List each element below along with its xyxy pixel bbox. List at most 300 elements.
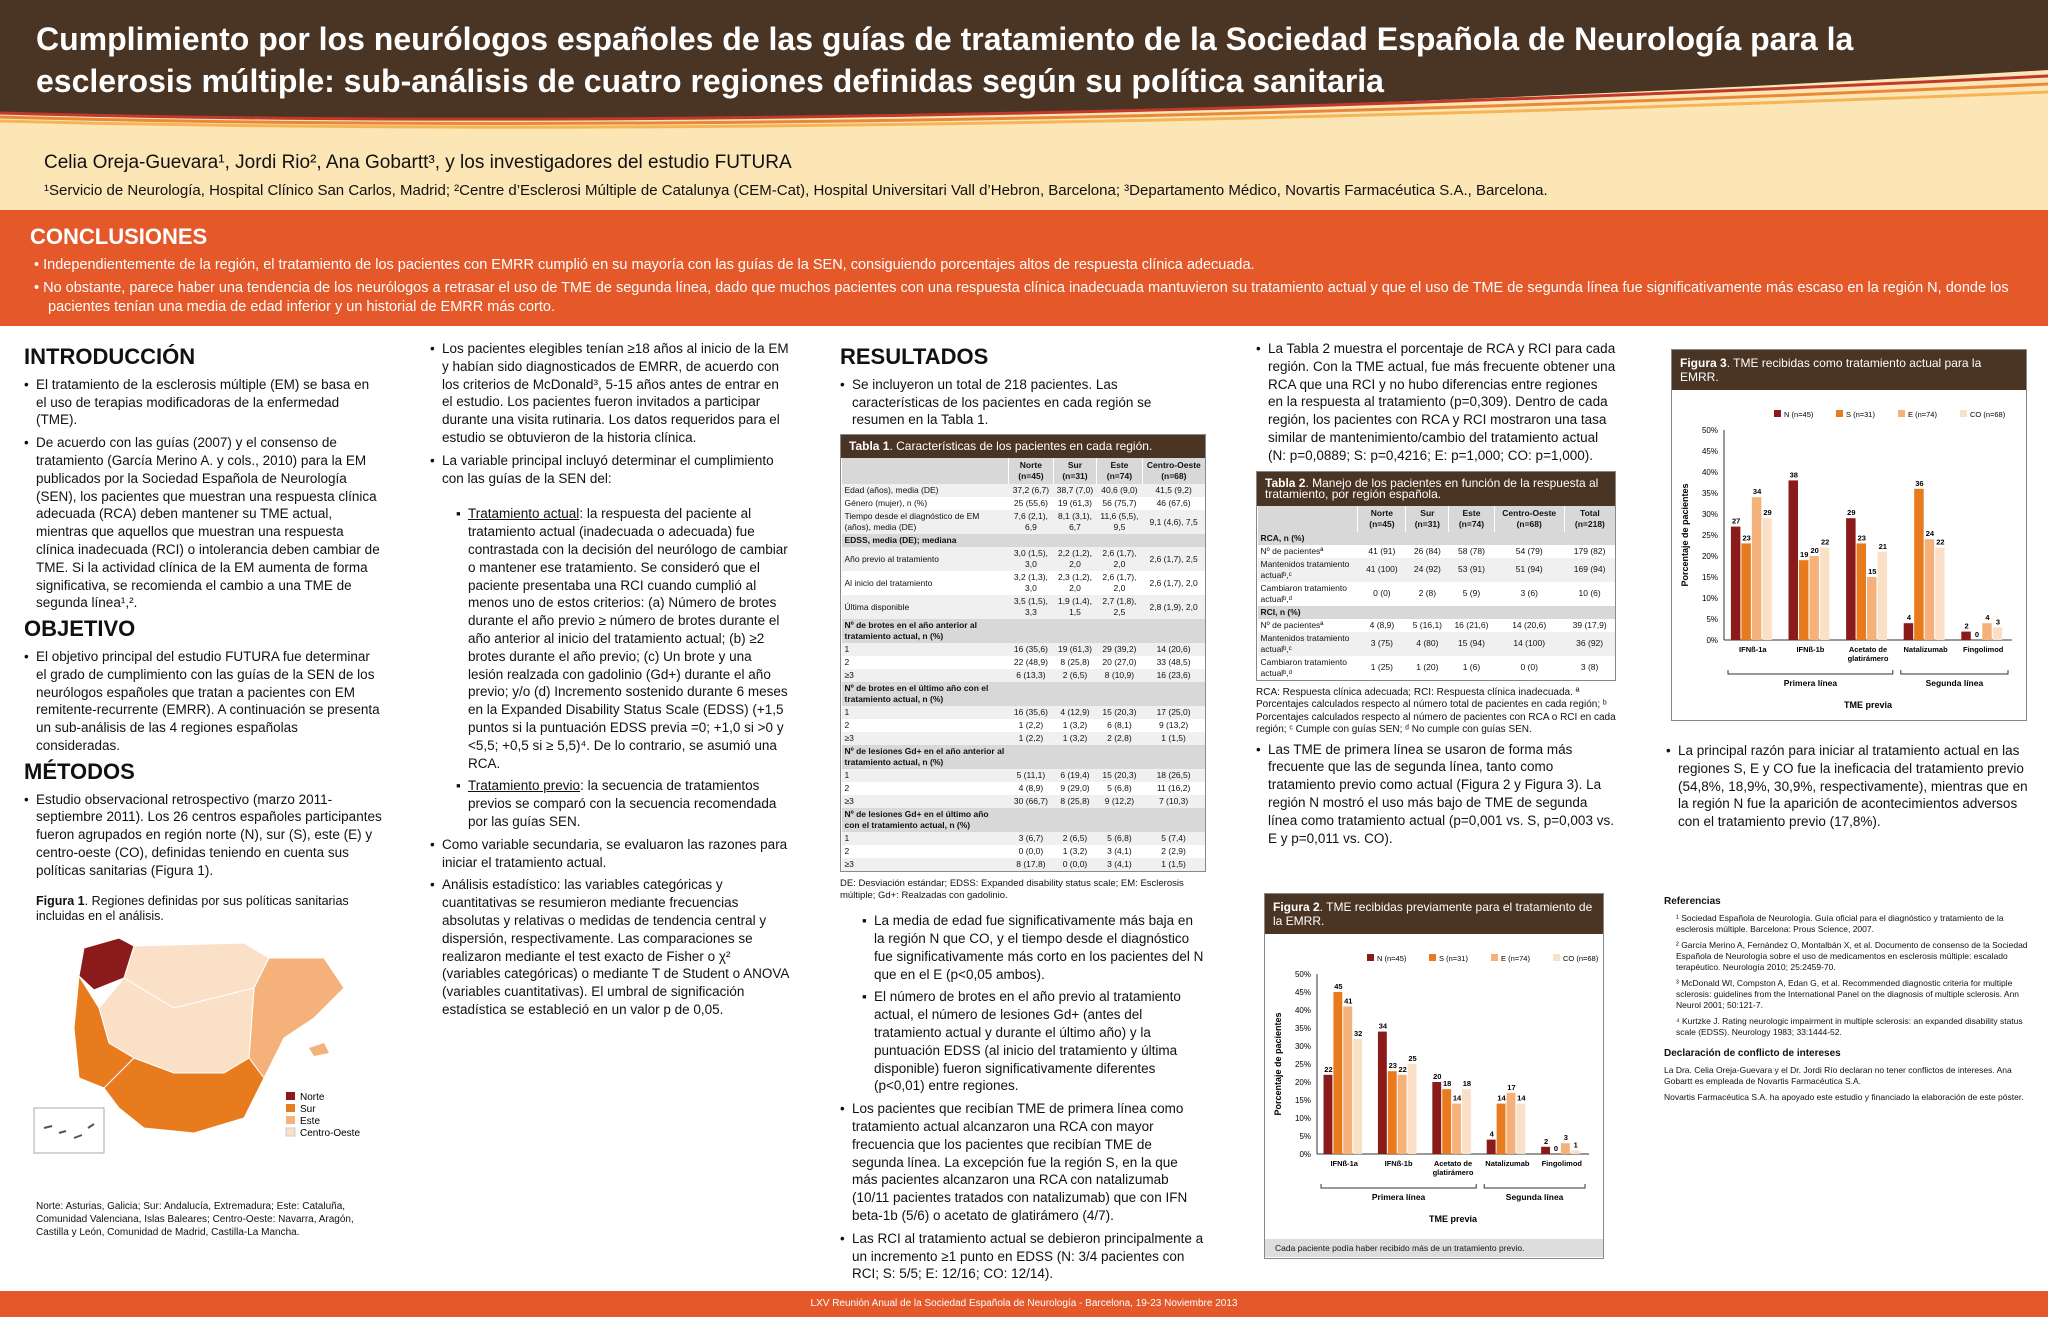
ref-item: ³ McDonald WI, Compston A, Edan G, et al. Recommended diagnostic criteria for multiple sclerosis: guidelines from the International Panel on the diagnosis of multiple sclerosis. Ann Neurol 2001; 50:121-7. xyxy=(1676,978,2020,1010)
table-cell: ≥3 xyxy=(842,858,1009,871)
data-label: 14 xyxy=(1452,1093,1462,1103)
group-label: Primera línea xyxy=(1371,1192,1426,1202)
table-cell xyxy=(1097,682,1142,706)
bar xyxy=(1925,539,1934,640)
intro-item: • De acuerdo con las guías (2007) y el consenso de tratamiento (García Merino A. y cols., 2010) para la EM publicados por la Sociedad Española de Neurología (SEN), los pacientes que muestran una respuesta clínica adecuada (RCA) deben mantener su TME actual, mientras que aquellos que muestran una respuesta clínica inadecuada (RCI) o intolerancia deben cambiar de TME. Si la actividad clínica de la EM aumenta de forma significativa, se recomienda el cambio a una TME de segunda línea¹,². xyxy=(24,434,382,612)
bar xyxy=(1993,627,2002,640)
methods-item: • Los pacientes elegibles tenían ≥18 años al inicio de la EM y habían sido diagnosticados de EMRR, de acuerdo con los criterios de McDonald³, 5-15 años antes de entrar en el estudio. Los pacientes fueron invitados a participar durante una visita rutinaria. Los datos requeridos para el estudio se obtuvieron de la historia clínica. xyxy=(430,340,790,447)
data-label: 22 xyxy=(1820,537,1830,547)
x-tick-label: Natalizumab xyxy=(1903,645,1948,654)
ref-item: ² García Merino A, Fernández O, Montalbán X, et al. Documento de consenso de la Sociedad Española de Neurología sobre el uso de medicamentos en esclerosis múltiple: escalado terapéutico. Neurología 2010; 25:2459-70. xyxy=(1676,940,2028,972)
data-label: 34 xyxy=(1378,1021,1388,1031)
bar xyxy=(1452,1104,1461,1154)
table-row xyxy=(842,619,1206,643)
table-cell: 2,6 (1,7), 2,0 xyxy=(1149,577,1198,588)
table-cell xyxy=(1358,532,1406,545)
table-cell: Nº de lesiones Gd+ en el año anterior al tratamiento actual, n (%) xyxy=(842,745,1009,769)
table-cell: 4 (12,9) xyxy=(1053,706,1096,719)
bar xyxy=(1541,1147,1550,1154)
table-cell: 8 (17,8) xyxy=(1009,858,1054,871)
table-cell: 3,0 (1,5), 3,0 xyxy=(1009,547,1054,571)
conclusions-section xyxy=(0,210,2048,326)
table-cell: 1 xyxy=(842,643,1009,656)
table-cell: 2 (6,5) xyxy=(1053,669,1096,682)
table-row xyxy=(842,769,1206,782)
fig2-footnote: Cada paciente podía haber recibido más de un tratamiento previo. xyxy=(1265,1239,1603,1257)
table-cell: Nº de brotes en el año anterior al tratamiento actual, n (%) xyxy=(842,619,1009,643)
table-cell: 5 (16,1) xyxy=(1412,619,1443,630)
data-label: 20 xyxy=(1810,546,1819,555)
table-cell: 53 (91) xyxy=(1449,558,1494,582)
table-header: Sur (n=31) xyxy=(1053,458,1096,484)
bar xyxy=(1571,1150,1580,1154)
group-label: Segunda línea xyxy=(1925,678,1984,688)
data-label: 23 xyxy=(1388,1061,1397,1071)
data-label: 22 xyxy=(1936,537,1945,547)
y-tick-label: 30% xyxy=(1294,1042,1311,1051)
table-row xyxy=(1258,558,1616,582)
group-label: Primera línea xyxy=(1783,678,1838,688)
y-axis-label: Porcentaje de pacientes xyxy=(1680,483,1690,587)
ref-item: ⁴ Kurtzke J. Rating neurologic impairment in multiple sclerosis: an expanded disability status scale (EDSS). Neurology 1983; 33:1444-52. xyxy=(1676,1016,2023,1037)
y-tick-label: 50% xyxy=(1294,970,1311,979)
bar xyxy=(1799,560,1808,640)
table-cell: 14 (100) xyxy=(1494,632,1564,656)
table-row xyxy=(842,858,1206,871)
table-cell: Nº de pacientesª xyxy=(1260,619,1324,630)
fig1-note: Norte: Asturias, Galicia; Sur: Andalucía, Extremadura; Este: Cataluña, Comunidad Valenciana, Islas Baleares; Centro-Oeste: Navarra, Aragón, Castilla y León, Comunidad de Madrid, Castilla-La Mancha. xyxy=(36,1201,354,1239)
fig2-chart xyxy=(1265,934,1603,1234)
data-label: 2 xyxy=(1964,621,1969,631)
results-item: • Se incluyeron un total de 218 pacientes. Las características de los pacientes en cada región se resumen en la Tabla 1. xyxy=(840,376,1206,429)
y-axis-label: Porcentaje de pacientes xyxy=(1273,1012,1283,1116)
table-cell: 41 (100) xyxy=(1358,558,1406,582)
legend-label: N (n=45) xyxy=(1784,410,1814,419)
table-row xyxy=(842,845,1206,858)
table-cell: 0 (0,0) xyxy=(1018,846,1044,857)
legend-label: S (n=31) xyxy=(1439,954,1468,963)
y-tick-label: 15% xyxy=(1294,1096,1311,1105)
group-bracket xyxy=(1728,670,1893,674)
spain-map xyxy=(24,928,364,1188)
table-cell xyxy=(1053,534,1096,547)
table-row xyxy=(842,484,1206,497)
data-label: 38 xyxy=(1789,470,1798,480)
table-cell: 8 (25,8) xyxy=(1053,795,1096,808)
table-cell: 2 (6,5) xyxy=(1053,832,1096,845)
table-cell: 6 (13,3) xyxy=(1009,669,1054,682)
conclusion-item: • No obstante, parece haber una tendencia de los neurólogos a retrasar el uso de TME de segunda línea, dado que muchos pacientes con una respuesta clínica inadecuada mantuvieron su tratamiento actual y que el uso de TME de segunda línea fue significativamente más escaso en la región N, donde los pacientes tenían una media de edad inferior y un historial de EMRR más corto. xyxy=(34,280,2009,315)
table-cell: 14 (20,6) xyxy=(1142,643,1205,656)
y-tick-label: 25% xyxy=(1294,1060,1311,1069)
table-row xyxy=(842,732,1206,745)
table-cell: 15 (20,3) xyxy=(1097,769,1142,782)
legend-label: E (n=74) xyxy=(1908,410,1937,419)
map-legend-este: Este xyxy=(300,1115,321,1127)
y-tick-label: 35% xyxy=(1701,489,1718,498)
table-cell: 7 (10,3) xyxy=(1142,795,1205,808)
y-tick-label: 45% xyxy=(1701,447,1718,456)
legend-label: N (n=45) xyxy=(1377,954,1407,963)
table-cell: 22 (48,9) xyxy=(1013,657,1048,668)
table-cell: 2 (2,9) xyxy=(1161,846,1186,857)
table-cell: 2 xyxy=(844,846,850,857)
legend-label: E (n=74) xyxy=(1501,954,1530,963)
x-tick-label: IFNß-1a xyxy=(1739,645,1767,654)
y-tick-label: 10% xyxy=(1294,1114,1311,1123)
table-cell: 15 (94) xyxy=(1449,632,1494,656)
table-cell: 1 (3,2) xyxy=(1062,846,1088,857)
table-cell: 1,9 (1,4), 1,5 xyxy=(1053,595,1096,619)
table-row xyxy=(1258,632,1616,656)
data-label: 3 xyxy=(1563,1133,1568,1143)
table-row xyxy=(1258,545,1616,558)
table-cell: 16 (21,6) xyxy=(1454,619,1489,630)
table-cell: 1 (2,2) xyxy=(1009,732,1054,745)
table-cell: 2 xyxy=(844,657,850,668)
table-cell: 1 (6) xyxy=(1462,662,1481,673)
data-label: 20 xyxy=(1433,1072,1442,1081)
legend-swatch xyxy=(1367,954,1374,961)
methods-item: • Análisis estadístico: las variables categóricas y cuantitativas se resumieron mediante frecuencias absolutas y relativas o medidas de tendencia central y dispersión, respectivamente. Las comparaciones se realizaron mediante el test exacto de Fisher o χ² (variables categóricas) o mediante T de Student o ANOVA (variables cuantitativas). El umbral de significación estadística se estableció en un valor p de 0,05. xyxy=(430,876,790,1018)
table-header xyxy=(1258,506,1358,532)
data-label: 24 xyxy=(1925,529,1935,539)
table-cell: 20 (27,0) xyxy=(1102,657,1137,668)
tabla2-note: RCA: Respuesta clínica adecuada; RCI: Respuesta clínica inadecuada. ª Porcentajes calculados respecto al número total de pacientes en cada región; ᵇ Porcentajes calculados respecto al número de pacientes con RCA o RCI en cada región; ᶜ Cumple con guías SEN; ᵈ No cumple con guías SEN. xyxy=(1256,686,1616,736)
legend-label: CO (n=68) xyxy=(1563,954,1599,963)
table-header: Norte (n=45) xyxy=(1009,458,1054,484)
bar xyxy=(1857,543,1866,640)
x-tick-label: glatirámero xyxy=(1847,654,1889,663)
methods-sub-item: ▪ Tratamiento previo: la secuencia de tratamientos previos se comparó con la secuencia recomendada por las guías SEN. xyxy=(450,777,790,830)
table-cell: 10 (6) xyxy=(1578,588,1601,599)
data-label: 29 xyxy=(1847,508,1856,518)
table-cell: 15 (20,3) xyxy=(1097,706,1142,719)
table-cell: Edad (años), media (DE) xyxy=(842,484,1009,497)
table-cell: 2,7 (1,8), 2,5 xyxy=(1097,595,1142,619)
table-cell: 8 (25,8) xyxy=(1060,657,1090,668)
fig1-caption: Figura 1. Regiones definidas por sus políticas sanitarias incluidas en el análisis. xyxy=(36,893,349,923)
legend-swatch xyxy=(1774,410,1781,417)
table-cell: 3 (6,7) xyxy=(1009,832,1054,845)
results-item: • Las RCI al tratamiento actual se debieron principalmente a un incremento ≥1 punto en EDSS (N: 3/4 pacientes con RCI; S: 5/5; E: 12/16; CO: 12/14). xyxy=(840,1230,1206,1283)
table-cell xyxy=(1358,606,1406,619)
table-cell: 3 (4,1) xyxy=(1107,846,1132,857)
metodos-title: MÉTODOS xyxy=(24,758,135,784)
table-cell: 3 (8) xyxy=(1580,662,1599,673)
data-label: 4 xyxy=(1906,613,1912,623)
table-row xyxy=(842,808,1206,832)
x-tick-label: Natalizumab xyxy=(1485,1159,1530,1168)
table-cell: Género (mujer), n (%) xyxy=(844,498,928,509)
table-cell xyxy=(1564,532,1615,545)
poster-header xyxy=(0,0,2048,140)
data-label: 22 xyxy=(1324,1064,1333,1074)
y-tick-label: 40% xyxy=(1294,1006,1311,1015)
group-label: Segunda línea xyxy=(1505,1192,1564,1202)
table-cell xyxy=(1142,745,1205,769)
map-legend-sur: Sur xyxy=(300,1103,316,1115)
data-label: 4 xyxy=(1985,613,1990,623)
x-tick-label: Fingolimod xyxy=(1541,1159,1583,1168)
bar xyxy=(1820,548,1829,640)
table-cell: Mantenidos tratamiento actualᵇ,ᶜ xyxy=(1258,632,1358,656)
results-sub-item: ▪ La media de edad fue significativamente más baja en la región N que CO, y el tiempo desde el diagnóstico fue significativamente más corto en los pacientes del N que en el E (p<0,05 ambos). xyxy=(856,912,1206,983)
results-item: • La Tabla 2 muestra el porcentaje de RCA y RCI para cada región. Con la TME actual, fue más frecuente obtener una RCA que una RCI y no hubo diferencias entre regiones en la respuesta al tratamiento (p=0,309). Dentro de cada región, los pacientes con RCA y RCI mostraron una tasa similar de mantenimiento/cambio del tratamiento actual (N: p=0,0889; S: p=0,4216; E: p=1,000; CO: p=1,000). xyxy=(1256,340,1616,465)
table-row xyxy=(842,510,1206,534)
bar xyxy=(1561,1143,1570,1154)
table-header: Sur (n=31) xyxy=(1406,506,1449,532)
bar xyxy=(1867,577,1876,640)
table-cell: 3 (6) xyxy=(1520,588,1538,599)
table-cell: 39 (17,9) xyxy=(1572,619,1607,630)
col5-item: • La principal razón para iniciar al tratamiento actual en las regiones S, E y CO fue la ineficacia del tratamiento previo (54,8%, 18,9%, 30,9%, respectivamente), mientras que en la región N fue la aparición de acontecimientos adversos con el tratamiento previo (17,8%). xyxy=(1666,742,2028,831)
table-cell xyxy=(1142,808,1205,832)
table-cell: 1 xyxy=(842,832,1009,845)
x-axis-label: TME previa xyxy=(1843,700,1893,710)
bar xyxy=(1731,527,1740,640)
table-cell: 16 (35,6) xyxy=(1009,643,1054,656)
objetivo-title: OBJETIVO xyxy=(24,616,136,642)
table-cell: 19 (61,3) xyxy=(1053,643,1096,656)
data-label: 23 xyxy=(1742,533,1751,543)
table-cell: 30 (66,7) xyxy=(1009,795,1054,808)
table-header: Total (n=218) xyxy=(1564,506,1615,532)
table-cell: 24 (92) xyxy=(1406,558,1449,582)
table-cell: 54 (79) xyxy=(1515,545,1543,556)
column-results-2 xyxy=(1256,340,1616,852)
table-header: Centro-Oeste (n=68) xyxy=(1142,458,1205,484)
table-cell xyxy=(1009,745,1054,769)
table-cell: 169 (94) xyxy=(1564,558,1615,582)
header-wave-stripes xyxy=(0,0,2048,140)
y-tick-label: 5% xyxy=(1299,1132,1311,1141)
table-cell: 5 (7,4) xyxy=(1142,832,1205,845)
table-cell: 36 (92) xyxy=(1564,632,1615,656)
data-label: 0 xyxy=(1553,1144,1559,1153)
intro-item: • El tratamiento de la esclerosis múltiple (EM) se basa en el uso de terapias modificadoras de la enfermedad (TME). xyxy=(24,376,382,429)
column-5-text xyxy=(1666,742,2028,836)
table-cell: Nº de lesiones Gd+ en el último año con el tratamiento actual, n (%) xyxy=(842,808,1009,832)
table-cell: 6 (19,4) xyxy=(1053,769,1096,782)
table-cell xyxy=(1053,745,1096,769)
table-cell: 0 (0) xyxy=(1520,662,1538,673)
author-affiliations: ¹Servicio de Neurología, Hospital Clínico San Carlos, Madrid; ²Centre d’Esclerosi Múltiple de Catalunya (CEM-Cat), Hospital Universitari Vall d’Hebron, Barcelona; ³Departamento Médico, Novartis Farmacéutica S.A., Barcelona. xyxy=(44,182,1548,199)
bar xyxy=(1516,1104,1525,1154)
table-cell: 25 (55,6) xyxy=(1013,498,1048,509)
refs-title: Referencias xyxy=(1664,896,1721,907)
objetivo-item: • El objetivo principal del estudio FUTURA fue determinar el grado de cumplimiento con las guías de la SEN de los neurólogos españoles que tratan a pacientes con EM remitente-recurrente (EMRR). A continuación se presenta un sub-análisis de las 4 regiones españolas consideradas. xyxy=(24,648,382,755)
table-cell: Al inicio del tratamiento xyxy=(844,577,933,588)
table-cell xyxy=(1142,682,1205,706)
x-tick-label: Fingolimod xyxy=(1962,645,2004,654)
table-cell: 1 (2,2) xyxy=(1018,720,1044,731)
intro-title: INTRODUCCIÓN xyxy=(24,344,196,369)
data-label: 23 xyxy=(1857,533,1866,543)
table-cell: 38,7 (7,0) xyxy=(1053,484,1096,497)
bar xyxy=(1741,543,1750,640)
results-sub-item: ▪ El número de brotes en el año previo al tratamiento actual, el número de lesiones Gd+ (antes del tratamiento actual y durante el último año) y la puntuación EDSS (al inicio del tratamiento y última disponible) fueron significativamente diferentes (p<0,01) entre regiones. xyxy=(856,988,1206,1095)
table-cell: 58 (78) xyxy=(1458,545,1485,556)
table-cell xyxy=(1097,745,1142,769)
data-label: 19 xyxy=(1800,550,1809,560)
group-bracket xyxy=(1484,1184,1585,1188)
table-row xyxy=(842,782,1206,795)
table-cell: 1 (20) xyxy=(1416,662,1439,673)
y-tick-label: 35% xyxy=(1294,1024,1311,1033)
metodos-item: • Estudio observacional retrospectivo (marzo 2011-septiembre 2011). Los 26 centros españoles participantes fueron agrupados en región norte (N), sur (S), este (E) y centro-oeste (CO), definidas teniendo en cuenta sus políticas sanitarias (Figura 1). xyxy=(24,791,382,880)
table-cell: RCA, n (%) xyxy=(1258,532,1358,545)
results-item: • Los pacientes que recibían TME de primera línea como tratamiento actual alcanzaron una RCA con mayor frecuencia que los pacientes que recibían TME de segunda línea. La excepción fue la región S, en la que más pacientes alcanzaron una RCA con natalizumab (10/11 pacientes tratados con natalizumab) que con IFN beta-1b (5/6) o acetato de glatirámero (4/7). xyxy=(840,1100,1206,1225)
bar xyxy=(1432,1082,1441,1154)
x-tick-label: IFNß-1b xyxy=(1384,1159,1413,1168)
table-cell: 9,1 (4,6), 7,5 xyxy=(1142,510,1205,534)
table-header: Este (n=74) xyxy=(1097,458,1142,484)
bar xyxy=(1762,518,1771,640)
bar xyxy=(1961,632,1970,640)
table-header: Este (n=74) xyxy=(1449,506,1494,532)
y-tick-label: 5% xyxy=(1706,615,1718,624)
table-row xyxy=(842,571,1206,595)
coi-item: La Dra. Celia Oreja-Guevara y el Dr. Jordi Río declaran no tener conflictos de intereses. Ana Gobartt es empleada de Novartis Farmacéutica S.A. xyxy=(1664,1065,2012,1086)
table-cell: 3,2 (1,3), 3,0 xyxy=(1013,572,1048,594)
table-cell: 4 (8,9) xyxy=(1018,783,1044,794)
table-cell: 17 (25,0) xyxy=(1142,706,1205,719)
data-label: 0 xyxy=(1974,630,1980,639)
table-cell: 2 xyxy=(844,720,850,731)
y-tick-label: 30% xyxy=(1701,510,1718,519)
bar xyxy=(1324,1075,1333,1154)
poster-title: Cumplimiento por los neurólogos españoles de las guías de tratamiento de la Sociedad Española de Neurología para la esclerosis múltiple: sub-análisis de cuatro regiones definidas según su política sanitaria xyxy=(36,21,1854,99)
table-cell: 51 (94) xyxy=(1494,558,1564,582)
table-cell: EDSS, media (DE); mediana xyxy=(842,534,1009,547)
table-cell: ≥3 xyxy=(842,732,1009,745)
table-row xyxy=(842,643,1206,656)
fig3-chart xyxy=(1672,390,2026,720)
table-cell: 8,1 (3,1), 6,7 xyxy=(1053,510,1096,534)
y-tick-label: 45% xyxy=(1294,988,1311,997)
table-cell: Nº de brotes en el último año con el tratamiento actual, n (%) xyxy=(842,682,1009,706)
table-cell: 0 (0,0) xyxy=(1053,858,1096,871)
results-item: • Las TME de primera línea se usaron de forma más frecuente que las de segunda línea, tanto como tratamiento previo como actual (Figura 2 y Figura 3). La región N mostró el uso más bajo de TME de segunda línea como tratamiento actual (p=0,001 vs. S, p=0,003 vs. E y p=0,011 vs. CO). xyxy=(1256,741,1616,848)
table-cell: 1 (3,2) xyxy=(1062,720,1088,731)
data-label: 2 xyxy=(1543,1136,1549,1146)
table-cell: 5 (11,1) xyxy=(1009,769,1054,782)
methods-item: • Como variable secundaria, se evaluaron las razones para iniciar el tratamiento actual. xyxy=(430,836,790,872)
bar xyxy=(1398,1075,1407,1154)
table-cell: 16 (35,6) xyxy=(1009,706,1054,719)
x-tick-label: IFNß-1b xyxy=(1796,645,1825,654)
bar xyxy=(1487,1140,1496,1154)
table-cell: 0 (0) xyxy=(1373,588,1391,599)
table-row xyxy=(1258,532,1616,545)
table-row xyxy=(842,706,1206,719)
table-cell: 37,2 (6,7) xyxy=(1009,484,1054,497)
table-row xyxy=(842,656,1206,669)
x-tick-label: glatirámero xyxy=(1432,1168,1474,1177)
table-cell: 6 (8,1) xyxy=(1107,720,1132,731)
table-cell xyxy=(1009,534,1054,547)
table-cell: 56 (75,7) xyxy=(1102,498,1137,509)
bar xyxy=(1982,623,1991,640)
bar xyxy=(1497,1104,1506,1154)
bar xyxy=(1789,480,1798,640)
table-cell xyxy=(1406,606,1449,619)
table-cell: 1 (1,5) xyxy=(1142,858,1205,871)
table-cell: 3 (4,1) xyxy=(1097,858,1142,871)
table-cell: 2,6 (1,7), 2,0 xyxy=(1102,572,1137,594)
table-cell: 4 (8,9) xyxy=(1369,619,1395,630)
table-cell: 29 (39,2) xyxy=(1097,643,1142,656)
data-label: 41 xyxy=(1344,996,1353,1006)
data-label: 3 xyxy=(1995,617,2001,627)
table-cell: 14 (20,6) xyxy=(1512,619,1547,630)
y-tick-label: 0% xyxy=(1706,636,1718,645)
table-cell: 1 xyxy=(842,706,1009,719)
table-cell: 5 (9) xyxy=(1462,588,1481,599)
tabla1 xyxy=(840,434,1206,872)
data-label: 15 xyxy=(1868,567,1877,576)
tabla1-title: Tabla 1. Características de los pacientes en cada región. xyxy=(841,435,1205,458)
table-cell: 2 xyxy=(844,783,850,794)
table-cell: 33 (48,5) xyxy=(1156,657,1191,668)
table-cell: Nº de pacientesª xyxy=(1260,545,1324,556)
conclusion-item: • Independientemente de la región, el tratamiento de los pacientes con EMRR cumplió en su mayoría con las guías de la SEN, consiguiendo porcentajes altos de respuesta clínica adecuada. xyxy=(34,257,1255,273)
table-cell: 7,6 (2,1), 6,9 xyxy=(1009,510,1054,534)
y-tick-label: 10% xyxy=(1701,594,1718,603)
bar xyxy=(1752,497,1761,640)
table-cell xyxy=(1449,532,1494,545)
data-label: 14 xyxy=(1497,1093,1506,1103)
table-cell: 3,5 (1,5), 3,3 xyxy=(1009,595,1054,619)
bar xyxy=(1462,1089,1471,1154)
table-cell: 2 (8) xyxy=(1418,588,1437,599)
table-row xyxy=(842,682,1206,706)
table-cell: 8 (10,9) xyxy=(1097,669,1142,682)
y-tick-label: 15% xyxy=(1701,573,1718,582)
table-cell xyxy=(1053,682,1096,706)
bar xyxy=(1904,623,1913,640)
y-tick-label: 20% xyxy=(1294,1078,1311,1087)
table-cell: 1 (3,2) xyxy=(1053,732,1096,745)
table-cell: Año previo al tratamiento xyxy=(842,547,1009,571)
bar xyxy=(1343,1006,1352,1154)
table-row xyxy=(1258,606,1616,619)
table-cell: 1 (1,5) xyxy=(1142,732,1205,745)
map-legend-norte: Norte xyxy=(300,1091,325,1103)
methods-sub-item: ▪ Tratamiento actual: la respuesta del paciente al tratamiento actual (inadecuada o adecuada) fue contrastada con la decisión del neurólogo de cambiar o mantener ese tratamiento. Se consideró que el paciente presentaba una RCI cuando cumplió al menos uno de estos criterios: (a) Número de brotes durante el año previo ≥ número de brotes durante el año anterior al inicio del tratamiento actual; (b) ≥2 brotes durante el año previo; (c) Un brote y una lesión realzada con gadolinio (Gd+) durante el año previo; y/o (d) Incremento sostenido durante 6 meses en la Expanded Disability Status Scale (EDSS) (+1,5 puntos si la puntuación EDSS previa =0; +1,0 si >0 y <5,5; +0,5 si ≥ 5,5)⁴. De lo contrario, se asumió una RCA. xyxy=(450,505,790,772)
table-cell: 1 xyxy=(842,769,1009,782)
bar xyxy=(1378,1032,1387,1154)
fig3-title: Figura 3. TME recibidas como tratamiento actual para la EMRR. xyxy=(1672,350,2026,390)
coi-title: Declaración de conflicto de intereses xyxy=(1664,1048,1841,1059)
column-intro xyxy=(24,340,382,1239)
table-cell: 2 (2,8) xyxy=(1097,732,1142,745)
x-tick-label: Acetato de xyxy=(1433,1159,1473,1168)
data-label: 45 xyxy=(1334,982,1343,991)
data-label: 18 xyxy=(1442,1079,1452,1089)
table-cell: 2,6 (1,7), 2,0 xyxy=(1097,547,1142,571)
bar xyxy=(1935,548,1944,640)
table-row xyxy=(842,669,1206,682)
table-row xyxy=(842,547,1206,571)
data-label: 4 xyxy=(1489,1129,1494,1139)
table-row xyxy=(1258,619,1616,632)
y-tick-label: 50% xyxy=(1701,426,1718,435)
data-label: 29 xyxy=(1763,508,1772,518)
table-cell xyxy=(1009,682,1054,706)
table-cell: 2,3 (1,2), 2,0 xyxy=(1057,572,1092,594)
